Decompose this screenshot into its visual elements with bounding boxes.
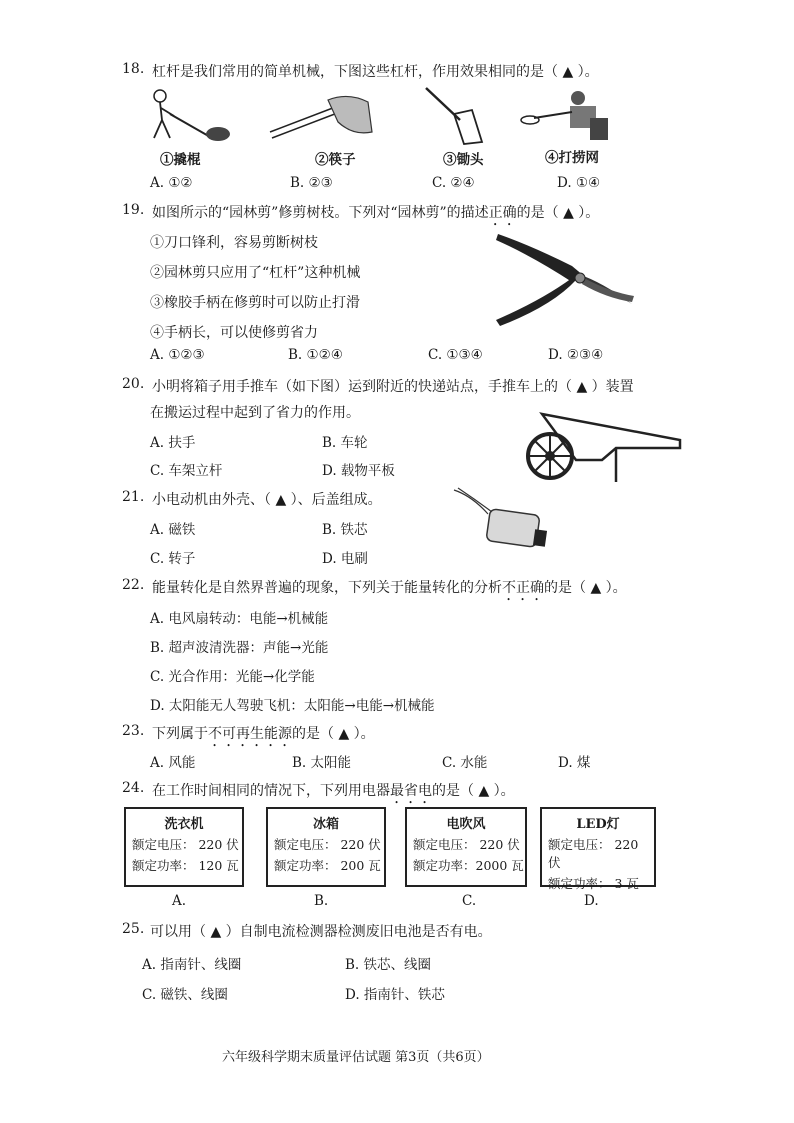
hoe-image xyxy=(420,84,490,148)
q18-option-c: C. ②④ xyxy=(432,175,475,191)
q25-option-c: C. 磁铁、线圈 xyxy=(142,987,228,1003)
q18-option-b: B. ②③ xyxy=(290,175,333,191)
card-voltage: 额定电压： 220 伏 xyxy=(274,837,381,852)
q25-option-b: B. 铁芯、线圈 xyxy=(345,957,432,973)
q19-option-c: C. ①③④ xyxy=(428,347,483,363)
q18-number: 18. xyxy=(122,61,145,77)
q18-image-label-3: ③锄头 xyxy=(443,152,484,168)
q19-option-b: B. ①②④ xyxy=(288,347,343,363)
card-title: 电吹风 xyxy=(446,817,486,832)
chopsticks-image xyxy=(268,92,373,140)
q19-number: 19. xyxy=(122,202,145,218)
q22-option-d: D. 太阳能无人驾驶飞机：太阳能→电能→机械能 xyxy=(150,698,435,714)
q23-option-a: A. 风能 xyxy=(150,755,196,771)
q18-option-a: A. ①② xyxy=(150,175,193,191)
card-title: 冰箱 xyxy=(312,817,339,832)
q22-number: 22. xyxy=(122,577,145,593)
q19-statement-1: ①刀口锋利，容易剪断树枝 xyxy=(150,235,318,251)
card-title: 洗衣机 xyxy=(164,817,204,832)
q23-option-d: D. 煤 xyxy=(558,755,591,771)
q24-option-d: D. xyxy=(584,893,599,909)
q24-number: 24. xyxy=(122,780,145,796)
q20-option-a: A. 扶手 xyxy=(150,435,196,451)
small-motor-image xyxy=(452,486,552,562)
card-title: LED灯 xyxy=(576,817,620,832)
card-power: 额定功率： 3 瓦 xyxy=(548,876,639,891)
q20-stem-line2: 在搬运过程中起到了省力的作用。 xyxy=(150,405,360,421)
q20-option-d: D. 载物平板 xyxy=(322,463,395,479)
q20-number: 20. xyxy=(122,376,145,392)
card-power: 额定功率： 120 瓦 xyxy=(132,858,239,873)
q20-option-b: B. 车轮 xyxy=(322,435,368,451)
q19-statement-2: ②园林剪只应用了“杠杆”这种机械 xyxy=(150,265,361,281)
q22-option-c: C. 光合作用：光能→化学能 xyxy=(150,669,315,685)
appliance-card-washer xyxy=(124,807,244,887)
card-power: 额定功率： 200 瓦 xyxy=(274,858,381,873)
q18-stem: 杠杆是我们常用的简单机械，下图这些杠杆，作用效果相同的是（ ▲ ）。 xyxy=(152,64,599,80)
q21-number: 21. xyxy=(122,489,145,505)
appliance-card-fridge xyxy=(266,807,386,887)
q20-stem-line1: 小明将箱子用手推车（如下图）运到附近的快递站点，手推车上的（ ▲ ）装置 xyxy=(152,379,634,395)
fishing-net-image xyxy=(520,88,610,142)
card-voltage: 额定电压： 220 伏 xyxy=(132,837,239,852)
card-voltage: 额定电压： 220 伏 xyxy=(413,837,520,852)
q25-option-a: A. 指南针、线圈 xyxy=(142,957,242,973)
q18-image-label-2: ②筷子 xyxy=(315,152,356,168)
q22-option-a: A. 电风扇转动：电能→机械能 xyxy=(150,611,329,627)
q21-stem: 小电动机由外壳、（ ▲ ）、后盖组成。 xyxy=(152,492,382,508)
q23-number: 23. xyxy=(122,723,145,739)
q25-number: 25. xyxy=(122,921,145,937)
q24-option-a: A. xyxy=(172,893,187,909)
q24-stem: 在工作时间相同的情况下，下列用电器最省电的是（ ▲ ）。 xyxy=(152,783,515,799)
q21-option-c: C. 转子 xyxy=(150,551,196,567)
q24-option-c: C. xyxy=(462,893,477,909)
q24-option-b: B. xyxy=(314,893,329,909)
q23-option-b: B. 太阳能 xyxy=(292,755,352,771)
q25-stem: 可以用（ ▲ ）自制电流检测器检测废旧电池是否有电。 xyxy=(150,924,492,940)
q19-statement-4: ④手柄长，可以使修剪省力 xyxy=(150,325,318,341)
q21-option-b: B. 铁芯 xyxy=(322,522,368,538)
appliance-card-hairdryer xyxy=(405,807,527,887)
wheelbarrow-image xyxy=(520,410,684,486)
q21-option-d: D. 电刷 xyxy=(322,551,368,567)
garden-shears-image xyxy=(492,226,642,332)
q21-option-a: A. 磁铁 xyxy=(150,522,196,538)
q20-option-c: C. 车架立杆 xyxy=(150,463,223,479)
q19-option-d: D. ②③④ xyxy=(548,347,604,363)
appliance-card-led xyxy=(540,807,656,891)
q23-stem: 下列属于不可再生能源的是（ ▲ ）。 xyxy=(152,726,375,742)
q19-stem: 如图所示的“园林剪”修剪树枝。下列对“园林剪”的描述正确的是（ ▲ ）。 xyxy=(152,205,600,221)
q22-stem: 能量转化是自然界普遍的现象，下列关于能量转化的分析不正确的是（ ▲ ）。 xyxy=(152,580,627,596)
crowbar-image xyxy=(140,88,235,146)
q19-option-a: A. ①②③ xyxy=(150,347,205,363)
q23-option-c: C. 水能 xyxy=(442,755,488,771)
card-voltage: 额定电压： 220 伏 xyxy=(548,837,639,870)
q18-option-d: D. ①④ xyxy=(557,175,601,191)
page-footer: 六年级科学期末质量评估试题 第3页（共6页） xyxy=(222,1050,490,1065)
q22-option-b: B. 超声波清洗器：声能→光能 xyxy=(150,640,329,656)
q18-image-label-4: ④打捞网 xyxy=(545,150,599,166)
q19-statement-3: ③橡胶手柄在修剪时可以防止打滑 xyxy=(150,295,360,311)
q18-image-label-1: ①撬棍 xyxy=(160,152,201,168)
card-power: 额定功率：2000 瓦 xyxy=(413,858,524,873)
q25-option-d: D. 指南针、铁芯 xyxy=(345,987,445,1003)
